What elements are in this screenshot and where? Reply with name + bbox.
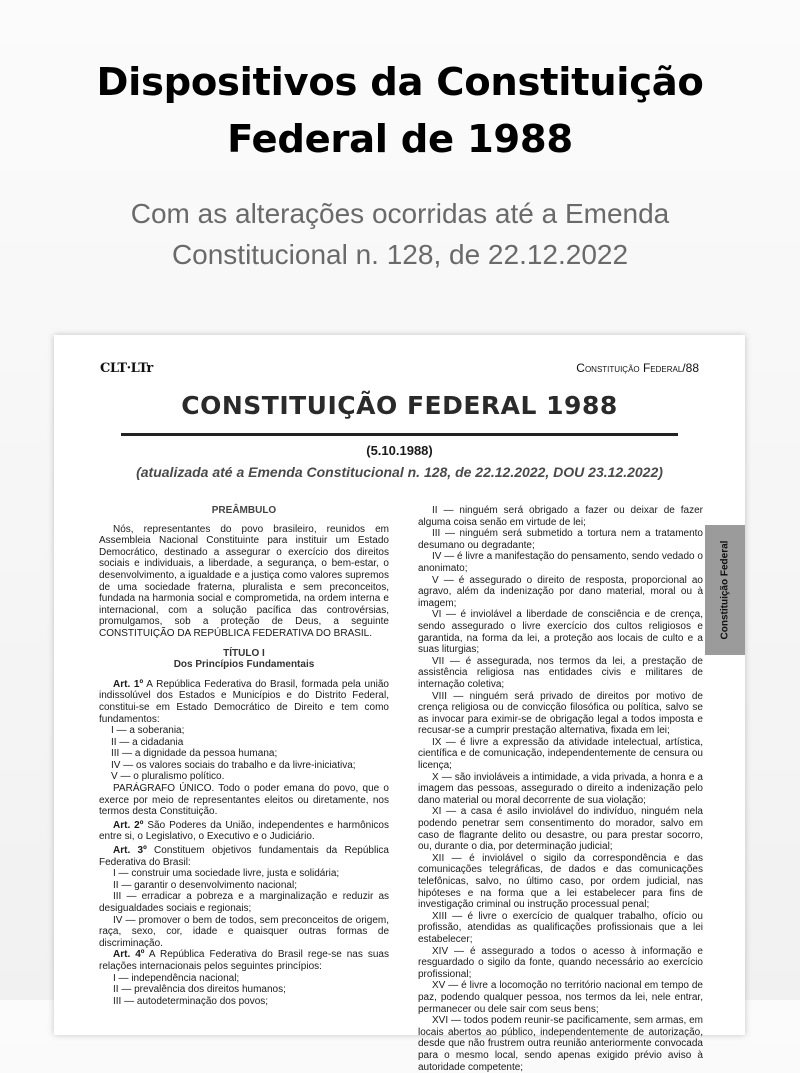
document-update-note: (atualizada até a Emenda Constitucional n. 128, de 22.12.2022, DOU 23.12.2022)	[136, 464, 663, 480]
article-1-paragraph: PARÁGRAFO ÚNICO. Todo o poder emana do povo, que o exerce por meio de representantes eleitos ou diretamente, nos termos desta Constituição.	[99, 783, 389, 818]
article-3-text: Constituem objetivos fundamentais da República Federativa do Brasil:	[99, 845, 389, 868]
hero-subtitle	[0, 193, 800, 275]
article-3	[99, 845, 389, 868]
hero-subtitle-line-2: Constitucional n. 128, de 22.12.2022	[171, 239, 629, 270]
hero-title	[0, 54, 800, 168]
article-2-label: Art. 2º	[113, 819, 144, 831]
article-1-item: III — a dignidade da pessoa humana;	[111, 748, 278, 760]
article-5-item: XVI — todos podem reunir-se pacificamente, sem armas, em locais abertos ao público, independentemente de autorização, desde que não frustrem outra reunião anteriormente convocada para o mesmo local, sendo apenas exigido prévio aviso à autoridade competente;	[418, 1015, 703, 1073]
article-3-label: Art. 3º	[113, 845, 147, 857]
document-page	[54, 335, 745, 1073]
article-1-label: Art. 1º	[113, 678, 144, 690]
article-1-item: I — a soberania;	[111, 725, 185, 737]
running-header: Constituição Federal/88	[576, 361, 699, 375]
hero-title-line-1: Dispositivos da Constituição	[96, 60, 704, 105]
hero-title-line-2: Federal de 1988	[227, 117, 573, 162]
article-1-item: IV — os valores sociais do trabalho e da livre-iniciativa;	[111, 759, 356, 771]
article-4-label: Art. 4º	[113, 949, 145, 961]
side-tab	[705, 525, 745, 655]
document-title: CONSTITUIÇÃO FEDERAL 1988	[181, 391, 618, 420]
document-date: (5.10.1988)	[366, 443, 433, 458]
article-4-item: III — autodeterminação dos povos;	[113, 995, 269, 1007]
article-4-item: I — independência nacional;	[113, 972, 240, 984]
article-5-item: IV — é livre a manifestação do pensamento, sendo vedado o anonimato;	[418, 551, 703, 574]
article-5-item: XV — é livre a locomoção no território nacional em tempo de paz, podendo qualquer pessoa, nos termos da lei, nele entrar, permanecer ou dele sair com seus bens;	[418, 980, 703, 1015]
article-1-item: II — a cidadania	[111, 736, 184, 748]
article-2	[99, 820, 389, 843]
article-5-item: III — ninguém será submetido a tortura nem a tratamento desumano ou degradante;	[418, 528, 703, 551]
preamble-text: Nós, representantes do povo brasileiro, reunidos em Assembleia Nacional Constituinte para instituir um Estado Democrático, destinado a assegurar o exercício dos direitos sociais e individuais, a liberdade, a segurança, o bem-estar, o desenvolvimento, a igualdade e a justiça como valores supremos de uma sociedade fraterna, pluralista e sem preconceitos, fundada na harmonia social e comprometida, na ordem interna e internacional, com a solução pacífica das controvérsias, promulgamos, sob a proteção de Deus, a seguinte CONSTITUIÇÃO DA REPÚBLICA FEDERATIVA DO BRASIL.	[99, 523, 389, 639]
article-5-item: XII — é inviolável o sigilo da correspondência e das comunicações telegráficas, de dados e das comunicações telefônicas, salvo, no último caso, por ordem judicial, nas hipóteses e na forma que a lei estabelecer para fins de investigação criminal ou instrução processual penal;	[418, 852, 703, 911]
article-4-item: II — prevalência dos direitos humanos;	[113, 984, 286, 996]
article-5-item: XIII — é livre o exercício de qualquer trabalho, ofício ou profissão, atendidas as qualificações profissionais que a lei estabelecer;	[418, 910, 703, 945]
article-3-item: IV — promover o bem de todos, sem preconceitos de origem, raça, sexo, cor, idade e quaisquer outras formas de discriminação.	[99, 914, 389, 949]
article-5-item: V — é assegurado o direito de resposta, proporcional ao agravo, além da indenização por dano material, moral ou à imagem;	[418, 574, 703, 609]
left-column	[99, 505, 389, 1007]
hero-subtitle-line-1: Com as alterações ocorridas até a Emenda	[130, 198, 670, 229]
titulo-subheading: Dos Princípios Fundamentais	[173, 659, 315, 671]
article-5-item: XIV — é assegurado a todos o acesso à informação e resguardado o sigilo da fonte, quando necessário ao exercício profissional;	[418, 945, 703, 980]
article-5-item: X — são invioláveis a intimidade, a vida privada, a honra e a imagem das pessoas, assegurado o direito a indenização pelo dano material ou moral decorrente de sua violação;	[418, 771, 703, 806]
article-3-item: II — garantir o desenvolvimento nacional;	[113, 879, 297, 891]
article-4-text: A República Federativa do Brasil rege-se nas suas relações internacionais pelos seguintes princípios:	[99, 949, 389, 972]
article-3-item: III — erradicar a pobreza e a marginalização e reduzir as desigualdades sociais e regionais;	[99, 891, 389, 914]
article-1-item: V — o pluralismo político.	[111, 771, 225, 783]
article-3-item: I — construir uma sociedade livre, justa e solidária;	[113, 868, 340, 880]
article-2-text: São Poderes da União, independentes e harmônicos entre si, o Legislativo, o Executivo e o Judiciário.	[99, 819, 389, 843]
preamble-heading: PREÂMBULO	[211, 505, 277, 516]
article-5-item: II — ninguém será obrigado a fazer ou deixar de fazer alguma coisa senão em virtude de lei;	[418, 505, 703, 528]
publisher-logo: CLT·LTr	[100, 361, 153, 376]
title-rule	[121, 433, 678, 436]
article-5-item: VIII — ninguém será privado de direitos por motivo de crença religiosa ou de convicção filosófica ou política, salvo se as invocar para eximir-se de obrigação legal a todos imposta e recusar-se a cumprir prestação alternativa, fixada em lei;	[418, 690, 703, 737]
titulo-heading: TÍTULO I	[223, 647, 265, 659]
article-5-item: IX — é livre a expressão da atividade intelectual, artística, científica e de comunicação, independentemente de censura ou licença;	[418, 736, 703, 772]
article-5-item: VII — é assegurada, nos termos da lei, a prestação de assistência religiosa nas entidades civis e militares de internação coletiva;	[418, 655, 703, 690]
side-tab-label: Constituição Federal	[719, 540, 731, 640]
article-1	[99, 679, 389, 725]
article-5-item: XI — a casa é asilo inviolável do indivíduo, ninguém nela podendo penetrar sem consentimento do morador, salvo em caso de flagrante delito ou desastre, ou para prestar socorro, ou, durante o dia, por determinação judicial;	[418, 806, 703, 853]
article-1-text: A República Federativa do Brasil, formada pela união indissolúvel dos Estados e Municípios e do Distrito Federal, constitui-se em Estado Democrático de Direito e tem como fundamentos:	[99, 678, 389, 725]
right-column	[418, 505, 703, 1073]
article-5-item: VI — é inviolável a liberdade de consciência e de crença, sendo assegurado o livre exercício dos cultos religiosos e garantida, na forma da lei, a proteção aos locais de culto e a suas liturgias;	[418, 609, 703, 656]
article-4	[99, 949, 389, 972]
